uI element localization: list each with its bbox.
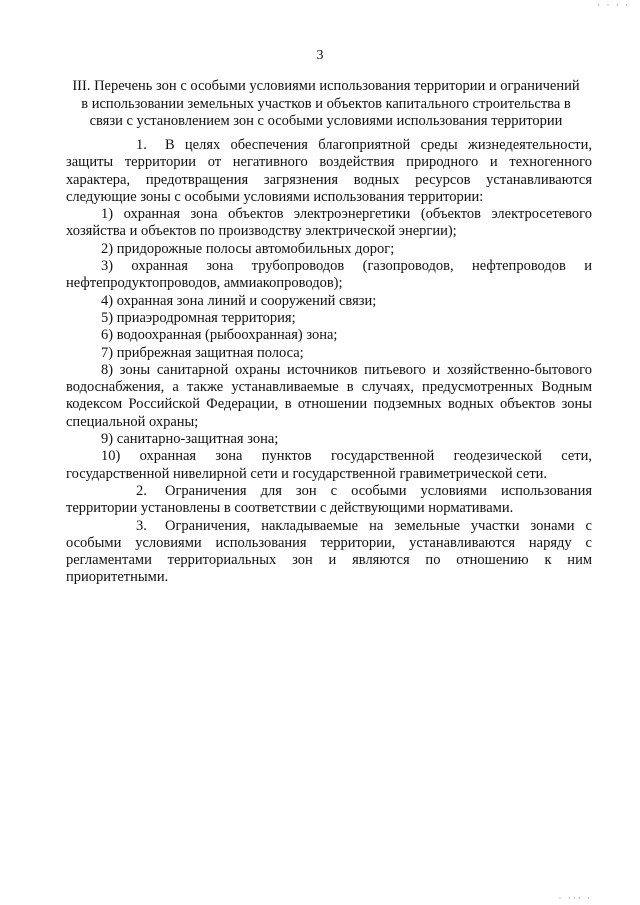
page-number: 3 <box>316 48 324 63</box>
paragraph-2-text: Ограничения для зон с особыми условиями использования территории установлены в соответствии с действующими нормативами. <box>66 482 592 517</box>
list-item-9: 9) санитарно-защитная зона; <box>101 431 279 448</box>
document-body <box>66 137 592 587</box>
list-item-7: 7) прибрежная защитная полоса; <box>101 344 304 361</box>
list-item-5: 5) приаэродромная территория; <box>101 309 296 326</box>
paragraph-2-number: 2. <box>136 482 147 499</box>
corner-mark-top: · · · · <box>597 0 630 10</box>
heading-line-3: связи с установлением зон с особыми условиями использования территории <box>89 113 563 129</box>
list-item-3: 3) охранная зона трубопроводов (газопроводов, нефтепроводов и нефтепродуктопроводов, аммиакопроводов); <box>66 258 592 292</box>
list-item-1: 1) охранная зона объектов электроэнергетики (объектов электросетевого хозяйства и объектов по производству электрической энергии); <box>66 206 592 240</box>
list-item-2: 2) придорожные полосы автомобильных дорог; <box>101 240 395 257</box>
paragraph-2 <box>66 483 592 518</box>
paragraph-3 <box>66 518 592 587</box>
heading-line-1: III. Перечень зон с особыми условиями использования территории и ограничений <box>72 78 580 94</box>
paragraph-1-text: В целях обеспечения благоприятной среды жизнедеятельности, защиты территории от негативного воздействия природного и техногенного характера, предотвращения загрязнения водных ресурсов устанавливаются следующие зоны с особыми условиями использования территории: <box>66 137 592 205</box>
paragraph-1-number: 1. <box>136 137 147 153</box>
list-item-4: 4) охранная зона линий и сооружений связи; <box>101 292 377 309</box>
list-item-6: 6) водоохранная (рыбоохранная) зона; <box>101 327 338 344</box>
heading-line-2: в использовании земельных участков и объектов капитального строительства в <box>81 95 571 112</box>
corner-mark-bottom: · ··· · <box>558 893 592 903</box>
paragraph-3-number: 3. <box>136 517 147 534</box>
paragraph-1 <box>66 137 592 206</box>
paragraph-3-text: Ограничения, накладываемые на земельные участки зонами с особыми условиями использования территории, устанавливаются наряду с регламентами территориальных зон и являются по отношению к ним приоритетными. <box>66 517 592 586</box>
section-heading <box>60 78 592 131</box>
list-item-8: 8) зоны санитарной охраны источников питьевого и хозяйственно-бытового водоснабжения, а также устанавливаемые в случаях, предусмотренных Водным кодексом Российской Федерации, в отношении подземных водных объектов зоны специальной охраны; <box>66 361 592 430</box>
list-item-10: 10) охранная зона пунктов государственной геодезической сети, государственной нивелирной сети и государственной гравиметрической сети. <box>66 448 592 482</box>
